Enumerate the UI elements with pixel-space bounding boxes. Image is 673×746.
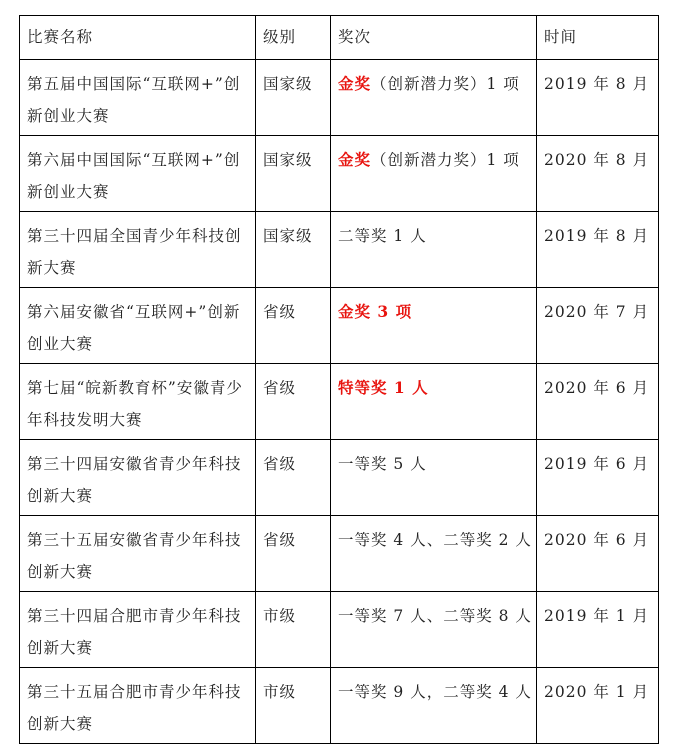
award-cell [331,364,537,440]
award-text: 二等奖 1 人 [338,227,427,245]
competition-name-cell: 第七届“皖新教育杯”安徽青少年科技发明大赛 [20,364,256,440]
table-row [20,440,659,516]
award-highlight: 金奖 3 项 [338,302,413,321]
award-cell [331,288,537,364]
table-row [20,212,659,288]
time-cell: 2020 年 1 月 [537,668,659,744]
award-highlight: 金奖 [338,150,372,169]
table-row [20,592,659,668]
award-cell [331,212,537,288]
time-cell: 2020 年 6 月 [537,516,659,592]
table-row [20,136,659,212]
time-cell: 2019 年 1 月 [537,592,659,668]
award-highlight: 特等奖 1 人 [338,378,429,397]
award-highlight: 金奖 [338,74,372,93]
award-text: 一等奖 7 人、二等奖 8 人 [338,607,532,625]
awards-table [19,15,659,744]
award-cell [331,60,537,136]
table-row [20,668,659,744]
award-cell [331,516,537,592]
header-award: 奖次 [331,16,537,60]
level-cell: 市级 [256,592,331,668]
level-cell: 省级 [256,288,331,364]
award-text: 一等奖 9 人，二等奖 4 人 [338,683,532,701]
table-body [20,60,659,744]
award-text: （创新潜力奖）1 项 [371,151,520,169]
table-row [20,364,659,440]
award-text: （创新潜力奖）1 项 [371,75,520,93]
header-time: 时间 [537,16,659,60]
time-cell: 2020 年 8 月 [537,136,659,212]
time-cell: 2019 年 8 月 [537,60,659,136]
award-text: 一等奖 4 人、二等奖 2 人 [338,531,532,549]
award-cell [331,136,537,212]
level-cell: 国家级 [256,212,331,288]
level-cell: 省级 [256,516,331,592]
time-cell: 2020 年 7 月 [537,288,659,364]
table-row [20,288,659,364]
level-cell: 国家级 [256,136,331,212]
time-cell: 2019 年 8 月 [537,212,659,288]
competition-name-cell: 第三十四届安徽省青少年科技创新大赛 [20,440,256,516]
competition-name-cell: 第五届中国国际“互联网+”创新创业大赛 [20,60,256,136]
competition-name-cell: 第三十五届安徽省青少年科技创新大赛 [20,516,256,592]
competition-name-cell: 第六届安徽省“互联网+”创新创业大赛 [20,288,256,364]
time-cell: 2019 年 6 月 [537,440,659,516]
header-competition-name: 比赛名称 [20,16,256,60]
level-cell: 市级 [256,668,331,744]
level-cell: 国家级 [256,60,331,136]
competition-name-cell: 第三十四届合肥市青少年科技创新大赛 [20,592,256,668]
award-cell [331,440,537,516]
competition-name-cell: 第三十五届合肥市青少年科技创新大赛 [20,668,256,744]
award-cell [331,592,537,668]
level-cell: 省级 [256,364,331,440]
table-row [20,516,659,592]
table-row [20,60,659,136]
award-cell [331,668,537,744]
level-cell: 省级 [256,440,331,516]
competition-name-cell: 第三十四届全国青少年科技创新大赛 [20,212,256,288]
time-cell: 2020 年 6 月 [537,364,659,440]
header-level: 级别 [256,16,331,60]
award-text: 一等奖 5 人 [338,455,427,473]
table-header-row [20,16,659,60]
competition-name-cell: 第六届中国国际“互联网+”创新创业大赛 [20,136,256,212]
